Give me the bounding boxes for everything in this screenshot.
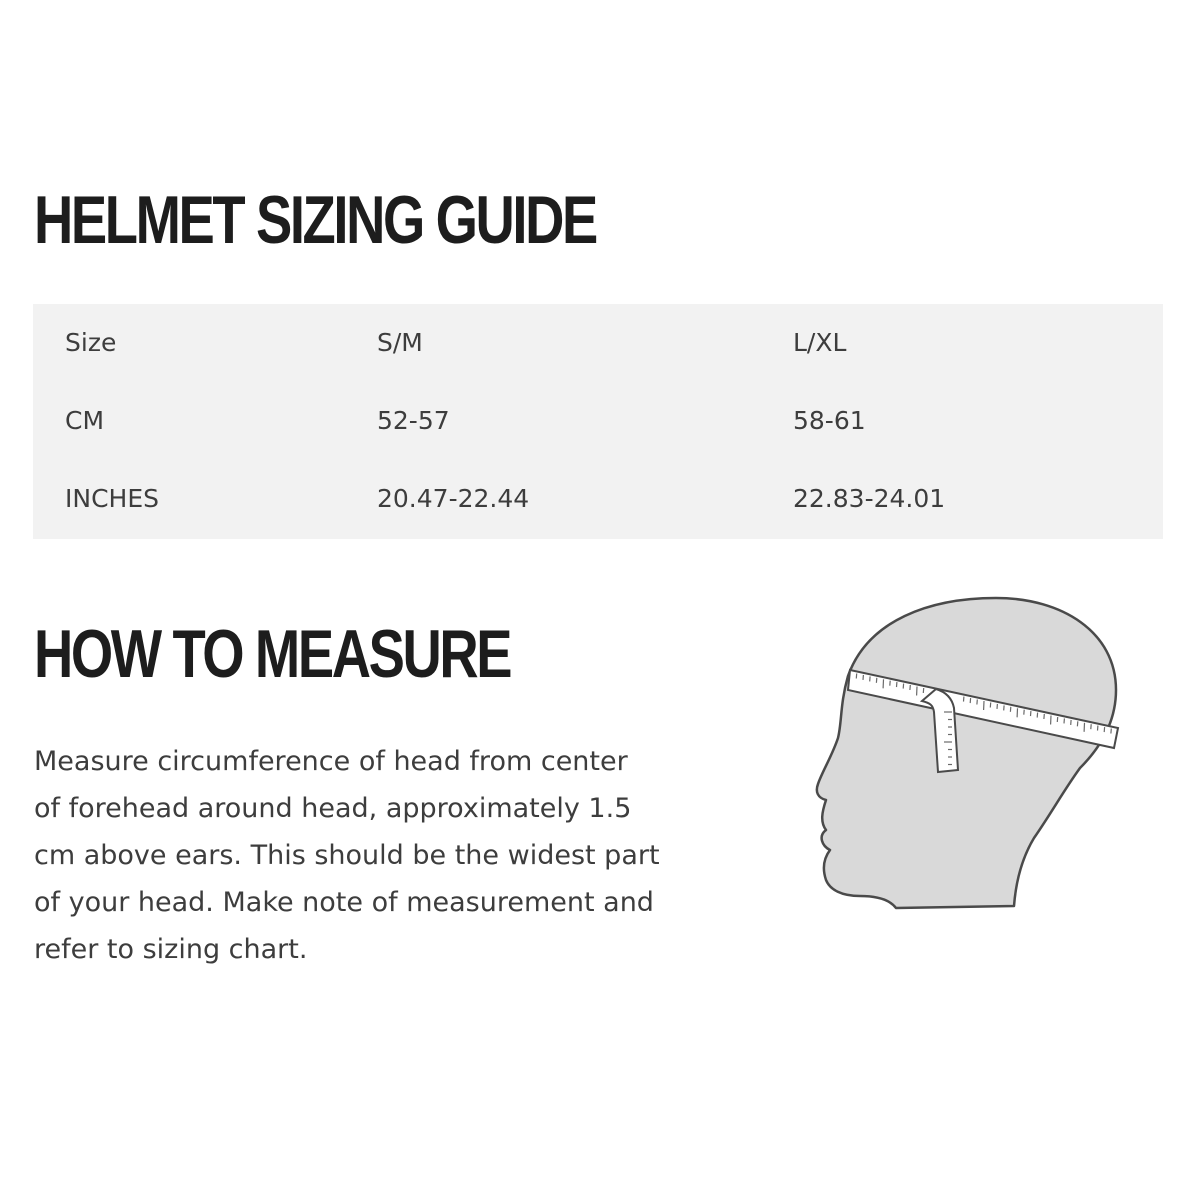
- table-cell: 58-61: [793, 406, 866, 435]
- page-title: HELMET SIZING GUIDE: [34, 182, 596, 258]
- table-cell: S/M: [377, 328, 423, 357]
- instruction-line: of your head. Make note of measurement and: [34, 887, 654, 918]
- instruction-line: cm above ears. This should be the widest part: [34, 840, 660, 871]
- table-cell: 22.83-24.01: [793, 484, 946, 513]
- table-cell: CM: [65, 406, 105, 435]
- measure-instructions: [34, 738, 774, 973]
- instruction-line: of forehead around head, approximately 1.5: [34, 793, 632, 824]
- table-cell: INCHES: [65, 484, 159, 513]
- table-cell: 20.47-22.44: [377, 484, 530, 513]
- instruction-line: refer to sizing chart.: [34, 934, 308, 965]
- head-measuring-tape-icon: [790, 590, 1130, 910]
- section-heading: HOW TO MEASURE: [34, 616, 511, 692]
- table-cell: Size: [65, 328, 117, 357]
- table-row: [0, 401, 1201, 441]
- table-row: [0, 479, 1201, 519]
- instruction-line: Measure circumference of head from center: [34, 746, 628, 777]
- table-cell: L/XL: [793, 328, 847, 357]
- table-header-row: [0, 323, 1201, 363]
- head-silhouette: [817, 598, 1116, 908]
- table-cell: 52-57: [377, 406, 450, 435]
